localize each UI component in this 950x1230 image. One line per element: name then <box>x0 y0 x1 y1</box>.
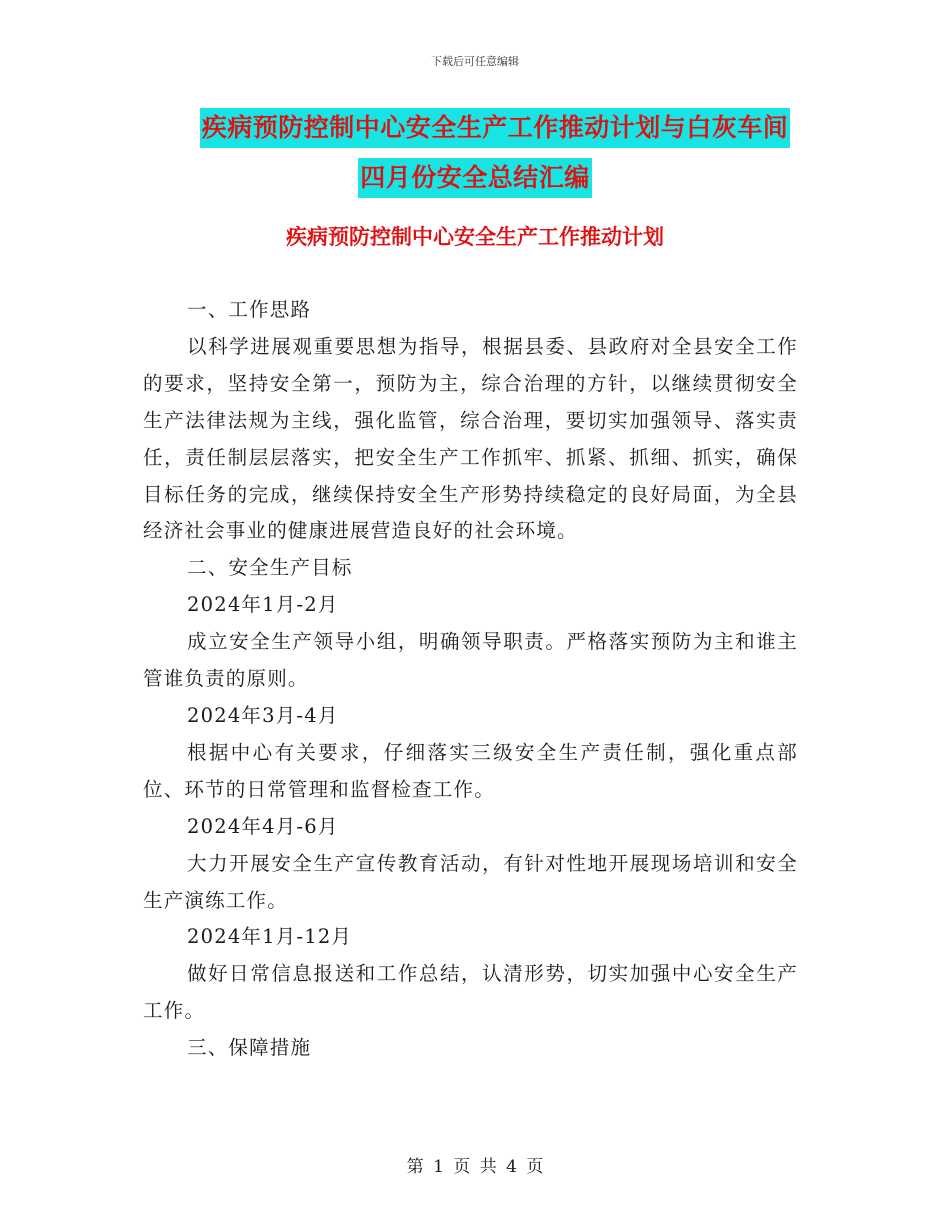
paragraph: 成立安全生产领导小组，明确领导职责。严格落实预防为主和谁主管谁负责的原则。 <box>143 630 798 691</box>
paragraph: 根据中心有关要求，仔细落实三级安全生产责任制，强化重点部位、环节的日常管理和监督检查工作。 <box>143 740 798 801</box>
period-label: 2024年3月-4月 <box>187 703 339 727</box>
period-label: 2024年1月-12月 <box>187 925 353 949</box>
document-title <box>0 108 950 198</box>
title-line-2: 四月份安全总结汇编 <box>358 158 592 198</box>
paragraph: 大力开展安全生产宣传教育活动，有针对性地开展现场培训和安全生产演练工作。 <box>143 851 798 912</box>
header-note: 下载后可任意编辑 <box>431 55 519 68</box>
period-label: 2024年1月-2月 <box>187 593 339 617</box>
heading-work-approach: 一、工作思路 <box>187 298 312 321</box>
heading-safeguard-measures: 三、保障措施 <box>187 1036 312 1060</box>
page-footer: 第 1 页 共 4 页 <box>406 1157 544 1177</box>
heading-safety-goals: 二、安全生产目标 <box>187 556 353 580</box>
period-label: 2024年4月-6月 <box>187 814 339 838</box>
paragraph: 以科学进展观重要思想为指导，根据县委、县政府对全县安全工作的要求，坚持安全第一，预防为主，综合治理的方针，以继续贯彻安全生产法律法规为主线，强化监管，综合治理，要切实加强领导、落实责任，责任制层层落实，把安全生产工作抓牢、抓紧、抓细、抓实，确保目标任务的完成，继续保持安全生产形势持续稳定的良好局面，为全县经济社会事业的健康进展营造良好的社会环境。 <box>143 334 798 543</box>
body-text <box>143 292 798 1067</box>
title-line-1: 疾病预防控制中心安全生产工作推动计划与白灰车间 <box>200 108 791 148</box>
paragraph: 做好日常信息报送和工作总结，认清形势，切实加强中心安全生产工作。 <box>143 962 798 1023</box>
section-subtitle: 疾病预防控制中心安全生产工作推动计划 <box>286 225 664 249</box>
